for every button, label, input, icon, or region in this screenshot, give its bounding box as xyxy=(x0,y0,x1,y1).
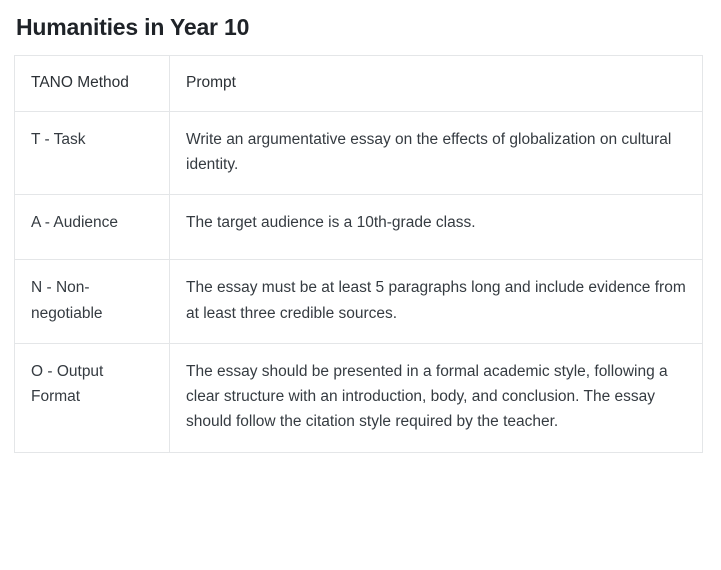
table-header xyxy=(15,56,703,112)
table-row xyxy=(15,195,703,260)
cell-method: N - Non-negotiable xyxy=(15,260,170,343)
column-header-method: TANO Method xyxy=(15,56,170,112)
table-body xyxy=(15,112,703,453)
cell-method: T - Task xyxy=(15,112,170,195)
column-header-prompt: Prompt xyxy=(170,56,703,112)
cell-method: O - Output Format xyxy=(15,343,170,452)
tano-method-table xyxy=(14,55,703,453)
table-row xyxy=(15,260,703,343)
table-row xyxy=(15,343,703,452)
table-row xyxy=(15,112,703,195)
cell-prompt: The essay must be at least 5 paragraphs long and include evidence from at least three credible sources. xyxy=(170,260,703,343)
table-header-row xyxy=(15,56,703,112)
cell-prompt: The essay should be presented in a formal academic style, following a clear structure with an introduction, body, and conclusion. The essay should follow the citation style required by the teacher. xyxy=(170,343,703,452)
cell-method: A - Audience xyxy=(15,195,170,260)
cell-prompt: The target audience is a 10th-grade class. xyxy=(170,195,703,260)
page-title: Humanities in Year 10 xyxy=(16,14,250,40)
cell-prompt: Write an argumentative essay on the effects of globalization on cultural identity. xyxy=(170,112,703,195)
